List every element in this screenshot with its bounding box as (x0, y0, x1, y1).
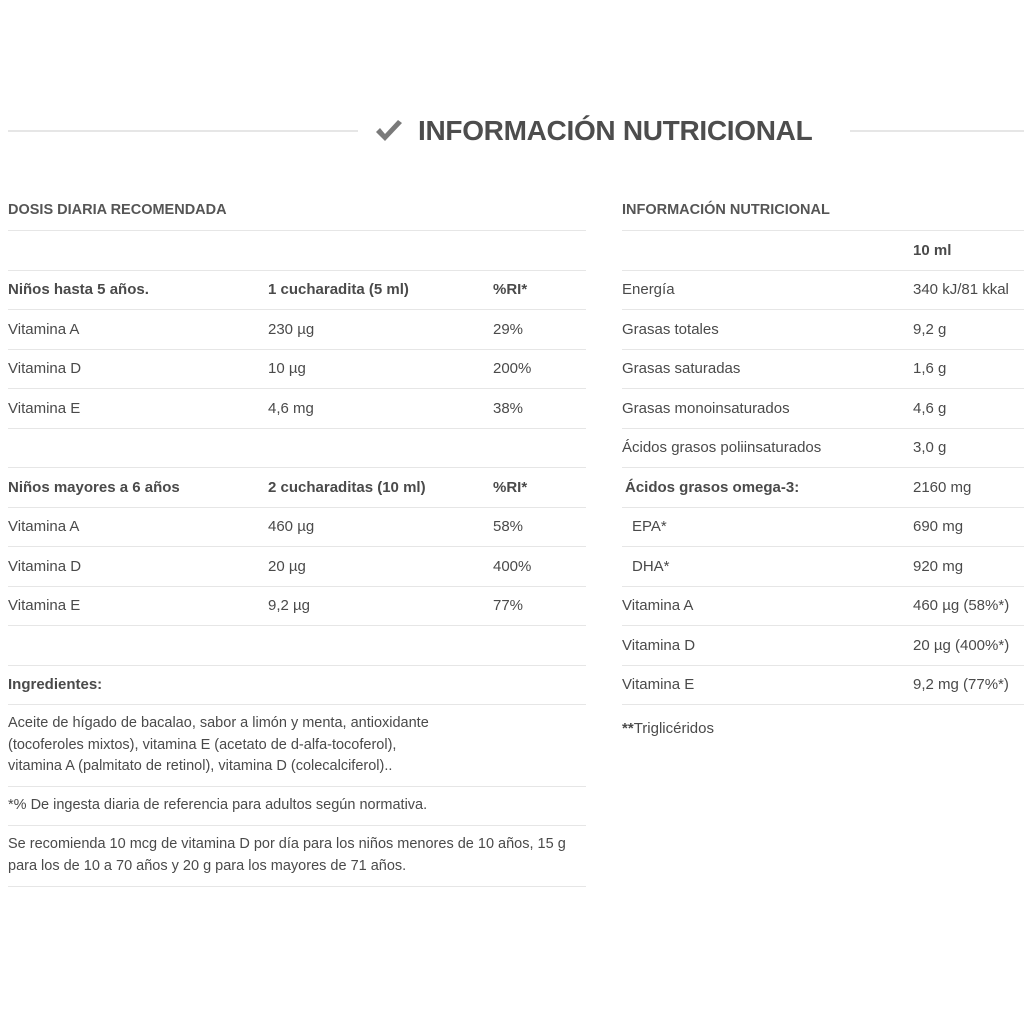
group-label: Niños mayores a 6 años (8, 478, 180, 496)
vitamin-ri: 29% (493, 320, 524, 338)
group-ri-header: %RI* (493, 478, 528, 496)
table-row (8, 389, 586, 429)
nutrition-title-row (622, 190, 1024, 231)
nutrient-value: 460 µg (58%*) (913, 597, 1010, 615)
table-row (622, 350, 1024, 390)
table-row (8, 350, 586, 390)
vitamin-ri: 400% (493, 557, 532, 575)
nutrient-value: 9,2 mg (77%*) (913, 676, 1009, 694)
nutrient-value: 2160 mg (913, 478, 972, 496)
daily-dose-title-row (8, 190, 586, 231)
section-header (0, 108, 1024, 154)
nutrient-value: 690 mg (913, 518, 964, 536)
header-divider-left (8, 130, 358, 132)
header-title-wrap (374, 108, 812, 154)
vitamin-amount: 9,2 µg (268, 597, 311, 615)
daily-dose-table (8, 190, 586, 887)
table-row (8, 310, 586, 350)
recommendation-text: Se recomienda 10 mcg de vitamina D por día para los niños menores de 10 años, 15 g para los de 10 a 70 años y 20 g para los mayores de 71 años. (8, 826, 586, 887)
note-text: Triglicéridos (633, 720, 714, 737)
nutrient-name: Ácidos grasos omega-3: (625, 478, 800, 496)
daily-dose-title: DOSIS DIARIA RECOMENDADA (8, 202, 227, 218)
nutrition-title: INFORMACIÓN NUTRICIONAL (622, 202, 830, 218)
nutrient-value: 4,6 g (913, 399, 947, 417)
table-row (8, 547, 586, 587)
group-header-row (8, 271, 586, 311)
table-row (622, 310, 1024, 350)
header-divider-right (850, 130, 1024, 132)
vitamin-amount: 20 µg (268, 557, 306, 575)
checkmark-icon (374, 119, 404, 143)
vitamin-ri: 200% (493, 360, 532, 378)
nutrient-value: 9,2 g (913, 320, 947, 338)
serving-size-header: 10 ml (913, 241, 952, 259)
table-row (622, 666, 1024, 706)
ingredients-text: Aceite de hígado de bacalao, sabor a limón y menta, antioxidante (tocoferoles mixtos), vitamina E (acetato de d-alfa-tocoferol), vitamina A (palmitato de retinol), vitamina D (colecalciferol).. (8, 705, 586, 787)
vitamin-amount: 230 µg (268, 320, 315, 338)
nutrient-value: 340 kJ/81 kkal (913, 281, 1009, 299)
table-row (622, 429, 1024, 469)
group-dose: 2 cucharaditas (10 ml) (268, 478, 426, 496)
table-row (622, 587, 1024, 627)
nutrient-name: Vitamina E (622, 676, 695, 694)
ingredients-label: Ingredientes: (8, 676, 103, 694)
spacer-row (8, 429, 586, 469)
nutrient-name: Grasas totales (622, 320, 719, 338)
vitamin-ri: 77% (493, 597, 524, 615)
nutrient-name: Vitamina D (622, 636, 696, 654)
note-prefix: ** (622, 720, 634, 737)
spacer-row (8, 626, 586, 666)
vitamin-amount: 4,6 mg (268, 399, 314, 417)
page-title: INFORMACIÓN NUTRICIONAL (418, 115, 813, 146)
table-row (622, 389, 1024, 429)
table-row (8, 508, 586, 548)
ri-note: *% De ingesta diaria de referencia para adultos según normativa. (8, 787, 586, 827)
spacer-row (8, 231, 586, 271)
nutrient-name: DHA* (632, 557, 670, 575)
triglycerides-note (622, 720, 714, 737)
vitamin-name: Vitamina E (8, 399, 81, 417)
group-dose: 1 cucharadita (5 ml) (268, 281, 409, 299)
vitamin-ri: 38% (493, 399, 524, 417)
nutrient-name: Energía (622, 281, 675, 299)
nutrient-value: 20 µg (400%*) (913, 636, 1010, 654)
group-label: Niños hasta 5 años. (8, 281, 149, 299)
nutrient-name: Ácidos grasos poliinsaturados (622, 439, 822, 457)
table-row (622, 508, 1024, 548)
nutrition-table (622, 190, 1024, 705)
nutrient-name: Grasas monoinsaturados (622, 399, 790, 417)
nutrient-value: 3,0 g (913, 439, 947, 457)
nutrient-value: 1,6 g (913, 360, 947, 378)
group-ri-header: %RI* (493, 281, 528, 299)
table-row (622, 547, 1024, 587)
table-row (8, 587, 586, 627)
nutrient-value: 920 mg (913, 557, 964, 575)
table-row (622, 468, 1024, 508)
vitamin-amount: 460 µg (268, 518, 315, 536)
table-row (622, 626, 1024, 666)
nutrition-column-header-row (622, 231, 1024, 271)
vitamin-ri: 58% (493, 518, 524, 536)
vitamin-name: Vitamina D (8, 360, 82, 378)
vitamin-name: Vitamina E (8, 597, 81, 615)
nutrient-name: Grasas saturadas (622, 360, 741, 378)
table-row (622, 271, 1024, 311)
vitamin-name: Vitamina A (8, 320, 80, 338)
vitamin-name: Vitamina A (8, 518, 80, 536)
group-header-row (8, 468, 586, 508)
vitamin-name: Vitamina D (8, 557, 82, 575)
nutrient-name: EPA* (632, 518, 667, 536)
vitamin-amount: 10 µg (268, 360, 306, 378)
nutrient-name: Vitamina A (622, 597, 694, 615)
ingredients-label-row (8, 666, 586, 706)
